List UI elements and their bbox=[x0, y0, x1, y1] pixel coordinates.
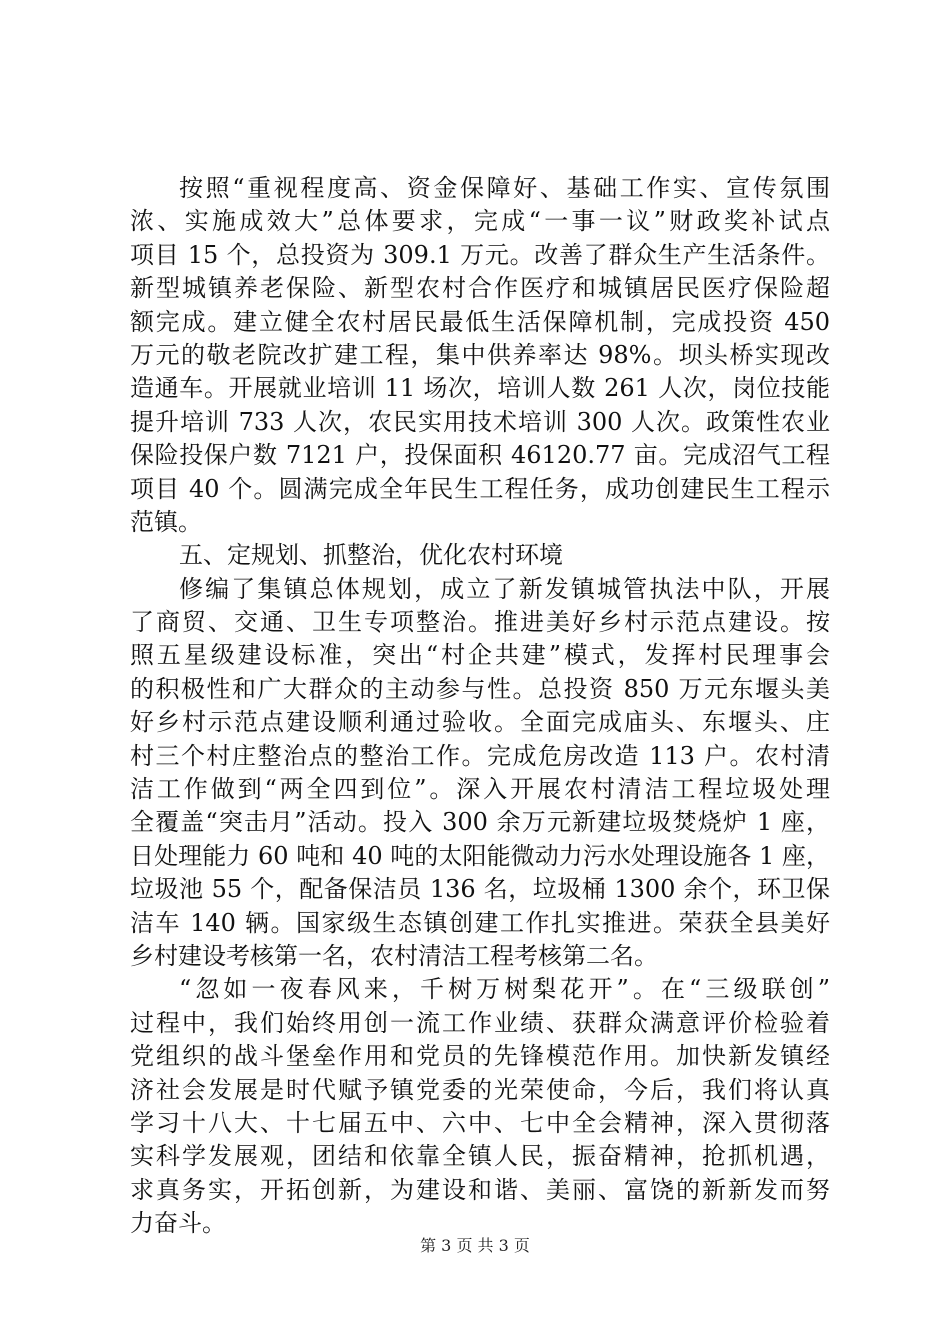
text-line: 按照“重视程度高、资金保障好、基础工作实、宣传氛围 bbox=[179, 174, 830, 202]
document-body bbox=[130, 172, 830, 1241]
text-line: 浓、实施成效大”总体要求，完成“一事一议”财政奖补试点 bbox=[130, 207, 830, 236]
text-line: 照五星级建设标准，突出“村企共建”模式，发挥村民理事会 bbox=[130, 641, 830, 670]
text-line: 五、定规划、抓整治，优化农村环境 bbox=[179, 541, 563, 570]
text-line: 万元的敬老院改扩建工程，集中供养率达 98%。坝头桥实现改 bbox=[130, 340, 830, 369]
text-line: 党组织的战斗堡垒作用和党员的先锋模范作用。加快新发镇经 bbox=[130, 1042, 830, 1071]
text-line: 求真务实，开拓创新，为建设和谐、美丽、富饶的新新发而努 bbox=[130, 1175, 830, 1204]
text-line: 济社会发展是时代赋予镇党委的光荣使命，今后，我们将认真 bbox=[130, 1075, 830, 1104]
text-line: 洁工作做到“两全四到位”。深入开展农村清洁工程垃圾处理 bbox=[130, 775, 830, 804]
text-line: 实科学发展观，团结和依靠全镇人民，振奋精神，抢抓机遇， bbox=[130, 1142, 830, 1171]
text-line: 洁车 140 辆。国家级生态镇创建工作扎实推进。荣获全县美好 bbox=[130, 908, 830, 937]
text-line: 项目 15 个，总投资为 309.1 万元。改善了群众生产生活条件。 bbox=[130, 240, 830, 269]
text-line: 全覆盖“突击月”活动。投入 300 余万元新建垃圾焚烧炉 1 座， bbox=[130, 808, 830, 837]
text-line: 造通车。开展就业培训 11 场次，培训人数 261 人次，岗位技能 bbox=[130, 374, 830, 403]
text-line: 修编了集镇总体规划，成立了新发镇城管执法中队，开展 bbox=[179, 574, 830, 603]
text-line: 垃圾池 55 个，配备保洁员 136 名，垃圾桶 1300 余个，环卫保 bbox=[130, 875, 830, 904]
text-line: 范镇。 bbox=[130, 507, 202, 536]
text-line: 提升培训 733 人次，农民实用技术培训 300 人次。政策性农业 bbox=[130, 407, 830, 436]
text-line: 学习十八大、十七届五中、六中、七中全会精神，深入贯彻落 bbox=[130, 1108, 830, 1137]
text-line: 好乡村示范点建设顺利通过验收。全面完成庙头、东堰头、庄 bbox=[130, 708, 830, 737]
text-line: 的积极性和广大群众的主动参与性。总投资 850 万元东堰头美 bbox=[130, 674, 830, 703]
text-line: 项目 40 个。圆满完成全年民生工程任务，成功创建民生工程示 bbox=[130, 474, 830, 503]
text-line: “忽如一夜春风来，千树万树梨花开”。在“三级联创” bbox=[179, 975, 830, 1004]
text-line: 保险投保户数 7121 户，投保面积 46120.77 亩。完成沼气工程 bbox=[130, 441, 830, 470]
text-line: 日处理能力 60 吨和 40 吨的太阳能微动力污水处理设施各 1 座， bbox=[130, 841, 830, 870]
text-line: 了商贸、交通、卫生专项整治。推进美好乡村示范点建设。按 bbox=[130, 608, 830, 637]
text-line: 额完成。建立健全农村居民最低生活保障机制，完成投资 450 bbox=[130, 307, 830, 336]
text-line: 力奋斗。 bbox=[130, 1209, 226, 1238]
text-line: 乡村建设考核第一名，农村清洁工程考核第二名。 bbox=[130, 941, 658, 970]
text-line: 新型城镇养老保险、新型农村合作医疗和城镇居民医疗保险超 bbox=[130, 274, 830, 303]
text-line: 过程中，我们始终用创一流工作业绩、获群众满意评价检验着 bbox=[130, 1008, 830, 1037]
page-footer: 第 3 页 共 3 页 bbox=[420, 1236, 530, 1255]
text-line: 村三个村庄整治点的整治工作。完成危房改造 113 户。农村清 bbox=[130, 741, 830, 770]
